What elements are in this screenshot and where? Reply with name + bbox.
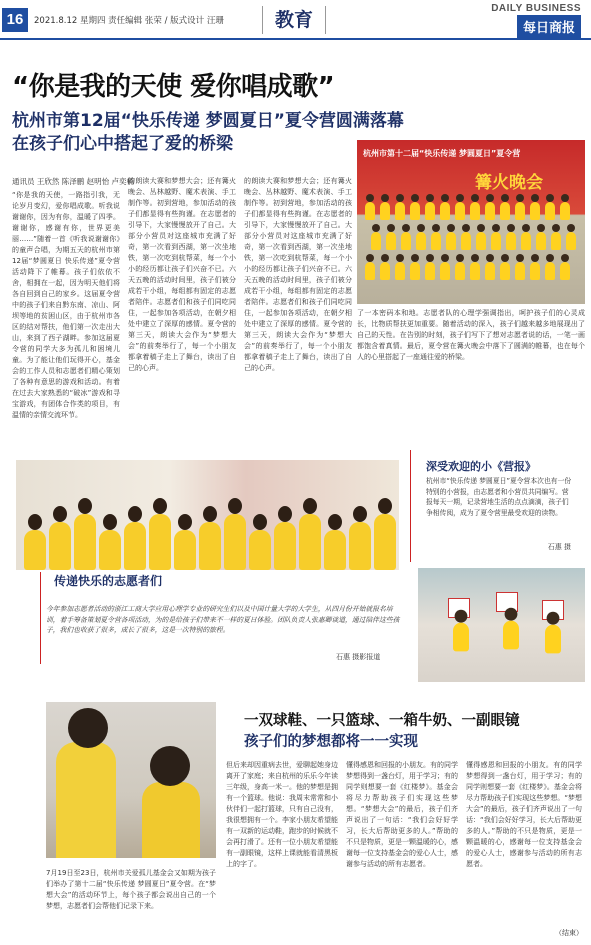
camper-figure (365, 262, 375, 280)
camper-figure (536, 232, 546, 250)
camper-figure (521, 232, 531, 250)
campfire-group-photo (357, 140, 585, 304)
photo-event-title: 篝火晚会 (475, 173, 543, 193)
volunteer-figure (224, 514, 246, 570)
child-figure (545, 625, 561, 654)
byline: 通讯员 王欣然 陈泽鹏 赵明怡 卢奕楠 (12, 177, 135, 186)
camper-figure (380, 262, 390, 280)
story2-column-3: 懂得感恩和回报的小朋友。有的同学梦想得到一盏台灯，用于学习；有的同学则想要一套《红楼梦》。基金会将尽力帮助孩子们实现这些梦想。“梦想大会”的最后，孩子们齐声说出了一句话：“我们会好好学习，长大后帮助更多的人。”帮助的不只是物质，更是一颗温暖的心，感谢每一位支持基金会的爱心人士，感谢参与活动的所有志愿者。 (346, 761, 458, 868)
camper-figure (455, 262, 465, 280)
camper-figure (410, 262, 420, 280)
camper-figure (551, 232, 561, 250)
volunteer-figure (74, 514, 96, 570)
camper-figure (491, 232, 501, 250)
sidebar-source: 石惠 摄 (547, 543, 571, 551)
sidebar-box (418, 450, 581, 562)
camper-figure (560, 202, 570, 220)
volunteer-box-title: 传递快乐的志愿者们 (54, 574, 163, 588)
volunteer-figure (24, 530, 46, 570)
brand-en: DAILY BUSINESS (491, 3, 581, 14)
volunteer-figure (124, 522, 146, 570)
volunteer-figure (149, 514, 171, 570)
volunteer-child-photo (46, 702, 216, 858)
main-headline: “你是我的天使 爱你唱成歌” (12, 72, 335, 102)
camper-figure (431, 232, 441, 250)
sidebar-text: 杭州市“快乐传递 梦圆夏日”夏令营本次也有一份特别的小营报，由志愿者和小营员共同编写。营报每天一期，记录营地生活的点点滴滴，孩子们争相传阅，成为了夏令营里最受欢迎的读物。 (426, 477, 572, 517)
story2-column-2: 但后来却因重病去世，爱聊起她身边离开了家庭；来自杭州的乐乐今年读三年级，身高一米一。他的梦想是拥有一个篮球。他说：我周末常常和小伙伴们一起打篮球，只有自己没有，我很想拥有一个。李家小朋友希望能有一双新的运动鞋，跑步的时候就不会再打滑了。还有一位小朋友希望能有一副眼镜，这样上课就能看清黑板上的字了。 (226, 761, 338, 868)
camper-figure (545, 202, 555, 220)
dorm-newspaper-photo (418, 568, 585, 682)
camper-figure (461, 232, 471, 250)
camper-figure (470, 202, 480, 220)
volunteer-figure (349, 522, 371, 570)
volunteer-box-text: 今年参加志愿者活动的浙江工商大学应用心理学专业的研究生们以及中国计量大学的大学生，从四月份开始就报名培训，着手筹备策划夏令营各项活动，为的是给孩子们带来不一样的夏日体验。团队负责人张惠卿谈道，通过陪伴这些孩子，我们也收获了很多，成长了很多，这是一次特别的旅程。 (46, 605, 400, 634)
camper-figure (440, 202, 450, 220)
page-header (0, 0, 591, 38)
camper-figure (485, 202, 495, 220)
camper-figure (425, 262, 435, 280)
volunteer-figure (174, 530, 196, 570)
camper-figure (371, 232, 381, 250)
volunteer-figure (324, 530, 346, 570)
story2-subhead: 孩子们的梦想都将一一实现 (244, 734, 418, 750)
camper-figure (395, 202, 405, 220)
story-column-2: 的朗读大赛和梦想大会；还有篝火晚会、丛林越野、魔术表演、手工制作等。初到营地，参加活动的孩子们都显得有些拘谨。在志愿者的引导下，大家慢慢放开了自己。大部分小营员对这座城市充满了好奇，第一次看到西湖，第一次坐地铁，第一次吃到杭帮菜，每一个小小的经历都让孩子们兴奋不已。六天五晚的活动时间里，孩子们被分成若干小组，每组都有固定的志愿者陪伴。志愿者们和孩子们同吃同住，一起参加各项活动，在朝夕相处中建立了深厚的感情。夏令营的第三天，朗读大会作为“梦想大会”的前奏举行了，每一个小朋友都拿着稿子走上了舞台，读出了自己的心声。 (128, 177, 236, 372)
story2-column-4: 懂得感恩和回报的小朋友。有的同学梦想得到一盏台灯，用于学习；有的同学则想要一套《红楼梦》。基金会将尽力帮助孩子们实现这些梦想。“梦想大会”的最后，孩子们齐声说出了一句话：“我们会好好学习，长大后帮助更多的人。”帮助的不只是物质，更是一颗温暖的心，感谢每一位支持基金会的爱心人士，感谢参与活动的所有志愿者。 (466, 761, 582, 868)
section-title: 教育 (262, 6, 326, 34)
camper-figure (476, 232, 486, 250)
story2-column-1: 7月19日至23日，杭州市关爱孤儿基金会又如期为孩子们举办了第十二届“快乐传递 梦圆夏日”夏令营。在“梦想大会”的活动环节上，每个孩子都会说出自己的一个梦想，志愿者们会帮他们记录下来。 (46, 869, 216, 910)
photo-banner-text: 杭州市第十二届“快乐传递 梦圆夏日”夏令营 (363, 149, 521, 158)
end-mark: （结束） (555, 929, 583, 937)
camper-figure (425, 202, 435, 220)
volunteer-figure (49, 522, 71, 570)
story-column-3: 的朗读大赛和梦想大会；还有篝火晚会、丛林越野、魔术表演、手工制作等。初到营地，参加活动的孩子们都显得有些拘谨。在志愿者的引导下，大家慢慢放开了自己。大部分小营员对这座城市充满了好奇，第一次看到西湖，第一次坐地铁，第一次吃到杭帮菜，每一个小小的经历都让孩子们兴奋不已。六天五晚的活动时间里，孩子们被分成若干小组，每组都有固定的志愿者陪伴。志愿者们和孩子们同吃同住，一起参加各项活动，在朝夕相处中建立了深厚的感情。夏令营的第三天，朗读大会作为“梦想大会”的前奏举行了，每一个小朋友都拿着稿子走上了舞台，读出了自己的心声。 (244, 177, 352, 372)
story-column-1: “你是我的天使，一路指引我，无论岁月变幻，爱你唱成歌。听我说谢谢你，因为有你，温暖了四季。谢谢你，感谢有你，世界更美丽……”随着一首《听我说谢谢你》的童声合唱，为期五天的杭州市第12届“梦圆夏日 快乐传递”夏令营活动降下了帷幕。孩子们依依不舍，相拥在一起，因为明天他们将各自回到自己的家乡。这届夏令营中的孩子们来自黔东南、凉山、阿坝等地的贫困山区，由于杭州市各区的结对帮扶，他们第一次走出大山，来到了西子湖畔。参加这届夏令营的同学大多为孤儿和困境儿童。为了能让他们玩得开心，基金会的工作人员和志愿者们精心策划了各种有意思的游戏和活动。有着在过去大家熟悉的“破冰”游戏和寻宝游戏，有团体合作类的项目，有温情的亲情交流环节。 (12, 191, 120, 419)
volunteer-figure (199, 522, 221, 570)
sidebar-title: 深受欢迎的小《营报》 (426, 460, 536, 473)
camper-figure (500, 202, 510, 220)
sidebar-divider (410, 450, 411, 562)
camper-figure (530, 262, 540, 280)
volunteer-group-photo (16, 460, 399, 570)
camper-figure (566, 232, 576, 250)
box-divider (40, 572, 41, 664)
camper-figure (386, 232, 396, 250)
main-subhead: 杭州市第12届“快乐传递 梦圆夏日”夏令营圆满落幕 (12, 111, 404, 131)
camper-figure (515, 202, 525, 220)
camper-figure (365, 202, 375, 220)
camper-figure (416, 232, 426, 250)
camper-figure (380, 202, 390, 220)
camper-figure (470, 262, 480, 280)
volunteer-figure (99, 530, 121, 570)
camper-figure (500, 262, 510, 280)
story2-headline: 一双球鞋、一只篮球、一箱牛奶、一副眼镜 (244, 713, 520, 729)
camper-figure (485, 262, 495, 280)
volunteer-figure (374, 514, 396, 570)
camper-figure (401, 232, 411, 250)
camper-figure (560, 262, 570, 280)
camper-figure (440, 262, 450, 280)
camper-figure (455, 202, 465, 220)
volunteer-figure (274, 522, 296, 570)
brand-logo: 每日商报 (517, 15, 581, 38)
child-figure (453, 623, 469, 652)
child-figure (503, 621, 519, 650)
camper-figure (545, 262, 555, 280)
header-rule (0, 38, 591, 40)
child-head (150, 746, 190, 786)
story-column-4: 了一本密码本和地。志愿者队的心理学强调指出，呵护孩子们的心灵成长，比物质帮扶更加重要。随着活动的深入，孩子们越来越多地展现出了自己的天性。在告别的时刻，孩子们写下了想对志愿者说的话，一笔一画都饱含着真情。最后，夏令营在篝火晚会中落下了圆满的帷幕，也在每个人的心里搭起了一座通往爱的桥梁。 (357, 309, 585, 361)
volunteer-figure (249, 530, 271, 570)
volunteer-figure (56, 742, 116, 858)
camper-figure (506, 232, 516, 250)
camper-figure (410, 202, 420, 220)
camper-figure (530, 202, 540, 220)
volunteer-head (68, 708, 108, 748)
volunteer-figure (299, 514, 321, 570)
issue-meta: 2021.8.12 星期四 责任编辑 张荣 / 版式设计 汪珊 (34, 16, 224, 26)
volunteer-box-source: 石惠 摄影报道 (336, 653, 381, 661)
camper-figure (515, 262, 525, 280)
main-subhead-2: 在孩子们心中搭起了爱的桥梁 (12, 134, 233, 154)
camper-figure (395, 262, 405, 280)
camper-figure (446, 232, 456, 250)
page-number: 16 (2, 8, 28, 32)
child-figure (142, 782, 200, 858)
